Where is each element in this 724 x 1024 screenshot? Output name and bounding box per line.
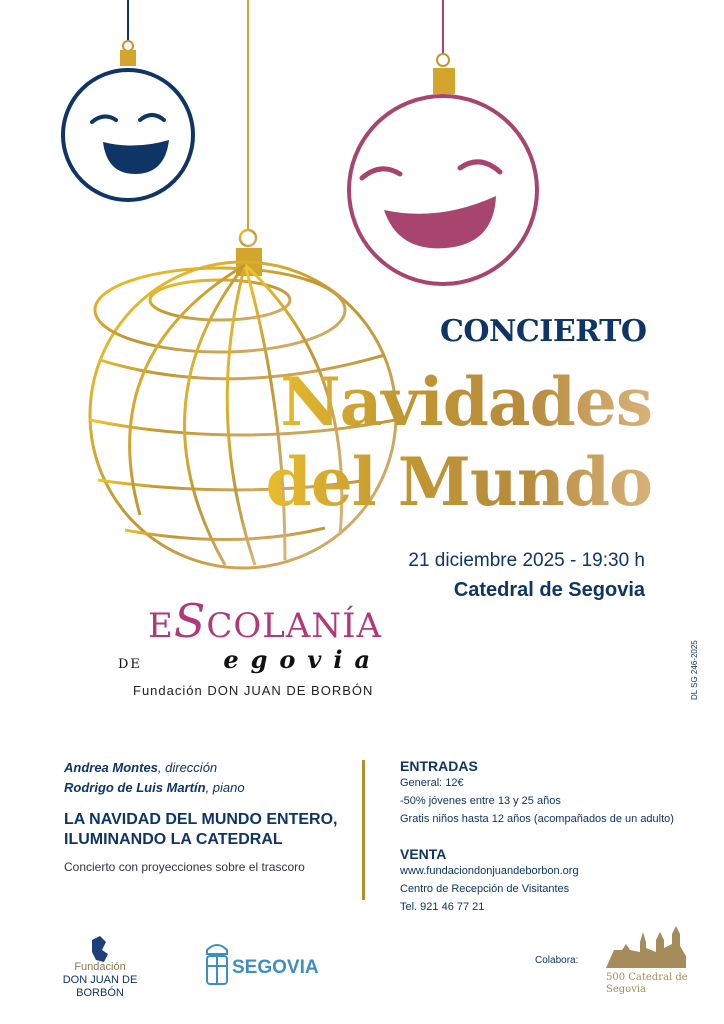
logo-de: DE — [118, 657, 142, 672]
credit-item — [64, 778, 354, 798]
credit-role: , dirección — [157, 760, 218, 775]
organizer-tagline: Fundación DON JUAN DE BORBÓN — [133, 683, 374, 698]
tickets-heading: ENTRADAS — [400, 758, 478, 774]
legal-deposit: DL SG 246-2025 — [690, 640, 699, 700]
segovia-logo-text: SEGOVIA — [232, 957, 319, 978]
ticket-line: -50% jóvenes entre 13 y 25 años — [400, 795, 561, 807]
sales-heading: VENTA — [400, 846, 447, 862]
title-line-1: Navidades — [232, 366, 652, 438]
escolania-logo-line2 — [118, 645, 382, 675]
credit-name: Andrea Montes — [64, 760, 158, 775]
headline-line: ILUMINANDO LA CATEDRAL — [64, 831, 283, 848]
ticket-line: General: 12€ — [400, 777, 464, 789]
program-info — [64, 758, 354, 875]
title-line-2: del Mundo — [232, 446, 652, 518]
fund-logo-text: DON JUAN DE BORBÓN — [62, 974, 138, 999]
cathedral-silhouette-icon — [606, 926, 686, 968]
credit-name: Rodrigo de Luis Martín — [64, 780, 206, 795]
cathedral-500-logo: 500 Catedral de Segovia — [606, 972, 688, 995]
credit-role: , piano — [205, 780, 245, 795]
logo-text: E — [148, 606, 174, 646]
column-divider — [362, 760, 365, 900]
escolania-logo — [148, 594, 383, 648]
credit-item — [64, 758, 354, 778]
logo-segovia: egovia — [223, 645, 383, 674]
headline-line: LA NAVIDAD DEL MUNDO ENTERO, — [64, 811, 338, 828]
sales-phone: Tel. 921 46 77 21 — [400, 901, 485, 913]
sales-website-link[interactable]: www.fundaciondonjuandeborbon.org — [400, 865, 579, 877]
event-date: 21 diciembre 2025 - 19:30 h — [408, 550, 645, 571]
blue-smiley-ornament — [63, 0, 193, 200]
ticket-line: Gratis niños hasta 12 años (acompañados de un adulto) — [400, 813, 674, 825]
ticket-info — [400, 758, 674, 916]
logo-text: COLANÍA — [206, 606, 383, 646]
sales-line: Centro de Recepción de Visitantes — [400, 883, 570, 895]
event-venue: Catedral de Segovia — [453, 579, 645, 601]
logo-s: S — [173, 594, 207, 648]
event-type-label: CONCIERTO — [440, 314, 647, 349]
segovia-coat-of-arms-icon — [207, 945, 227, 984]
headline — [64, 810, 354, 850]
collaborator-label: Colabora: — [535, 955, 579, 966]
subtitle: Concierto con proyecciones sobre el trascoro — [64, 860, 305, 874]
fundacion-logo — [38, 935, 162, 1000]
pink-smiley-ornament — [349, 0, 537, 284]
fund-logo-text: Fundación — [74, 961, 126, 973]
